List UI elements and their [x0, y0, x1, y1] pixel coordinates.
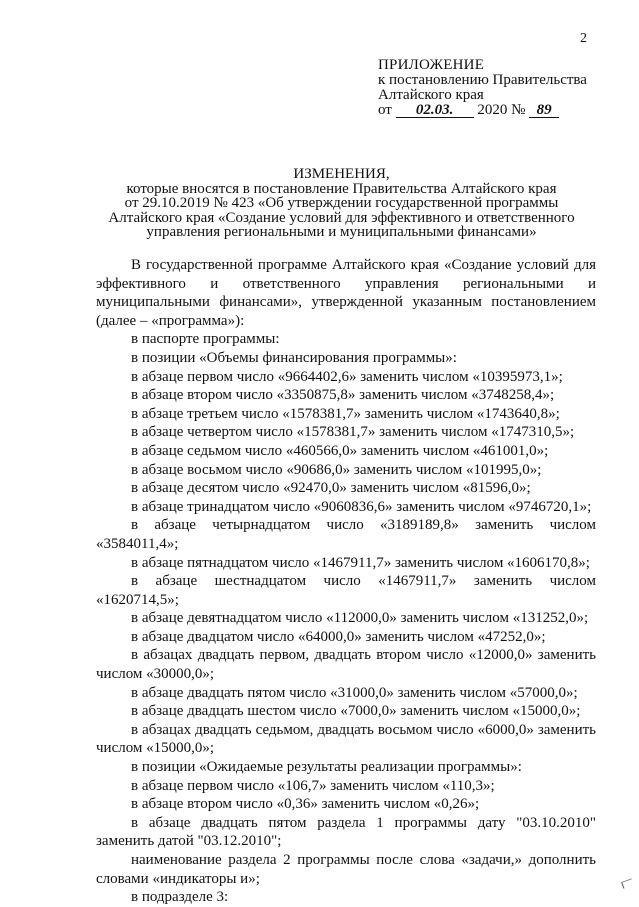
paragraph: в абзаце четырнадцатом число «3189189,8» заменить числом «3584011,4»; — [96, 517, 596, 552]
paragraph: в абзаце четвертом число «1578381,7» заменить числом «1747310,5»; — [131, 424, 575, 441]
paragraph: в абзаце седьмом число «460566,0» заменить числом «461001,0»; — [131, 442, 549, 459]
paragraph: в абзаце тринадцатом число «9060836,6» заменить числом «9746720,1»; — [131, 498, 592, 515]
appendix-line-1: к постановлению Правительства — [378, 72, 587, 88]
paragraph: в абзацах двадцать первом, двадцать втором число «12000,0» заменить числом «30000,0»; — [96, 647, 596, 683]
appendix-from-label: от — [378, 102, 392, 118]
title-line-3: Алтайского края «Создание условий для эффективного и ответственного — [108, 209, 575, 226]
paragraph: наименование раздела 2 программы после слова «задачи,» дополнить словами «индикаторы и»; — [96, 852, 596, 887]
page-number: 2 — [580, 31, 587, 46]
paragraph: в абзаце девятнадцатом число «112000,0» заменить числом «131252,0»; — [131, 610, 589, 627]
appendix-line-2: Алтайского края — [378, 87, 484, 103]
title-main: ИЗМЕНЕНИЯ, — [293, 166, 390, 182]
paragraph: в абзаце двадцать шестом число «7000,0» заменить числом «15000,0»; — [131, 703, 581, 720]
paragraph: в абзаце третьем число «1578381,7» заменить числом «1743640,8»; — [131, 405, 560, 422]
title-line-1: которые вносятся в постановление Правительства Алтайского края — [126, 180, 557, 197]
appendix-date-value: 02.03. — [396, 103, 474, 118]
appendix-heading: ПРИЛОЖЕНИЕ — [378, 57, 485, 73]
paragraph: в абзаце втором число «0,36» заменить числом «0,26»; — [131, 796, 480, 813]
scan-mark — [621, 878, 634, 888]
paragraph: в абзаце первом число «9664402,6» заменить числом «10395973,1»; — [131, 368, 563, 385]
paragraph: в абзаце двадцать пятом раздела 1 программы дату "03.10.2010" заменить датой "03.12.2010"; — [96, 814, 596, 850]
paragraph: в позиции «Объемы финансирования программы»: — [131, 349, 457, 366]
paragraph: в позиции «Ожидаемые результаты реализации программы»: — [131, 759, 522, 776]
appendix-year-label: 2020 № — [477, 102, 526, 118]
appendix-block — [378, 58, 587, 118]
paragraph: в абзаце пятнадцатом число «1467911,7» заменить числом «1606170,8»; — [131, 554, 590, 571]
paragraph: в абзаце восьмом число «90686,0» заменить числом «101995,0»; — [131, 461, 542, 478]
paragraph: в абзаце десятом число «92470,0» заменить числом «81596,0»; — [131, 480, 531, 497]
paragraph: В государственной программе Алтайского края «Создание условий для эффективного и ответственного управления региональными и муниципальными финансами», утвержденной указанным постановлением (далее – «программа»): — [96, 257, 596, 329]
title-line-2: от 29.10.2019 № 423 «Об утверждении государственной программы — [124, 195, 559, 211]
paragraph: в подразделе 3: — [131, 889, 229, 906]
paragraph: в абзаце втором число «3350875,8» заменить числом «3748258,4»; — [131, 387, 555, 404]
appendix-date-line — [378, 103, 587, 118]
paragraph: в абзаце шестнадцатом число «1467911,7» заменить числом «1620714,5»; — [96, 573, 596, 608]
document-title — [0, 167, 639, 240]
document-body — [96, 256, 596, 907]
title-line-4: управления региональными и муниципальными финансами» — [146, 224, 537, 240]
paragraph: в абзацах двадцать седьмом, двадцать восьмом число «6000,0» заменить числом «15000,0»; — [96, 721, 596, 757]
appendix-number-value: 89 — [529, 103, 559, 118]
paragraph: в паспорте программы: — [131, 331, 280, 348]
paragraph: в абзаце двадцать пятом число «31000,0» заменить числом «57000,0»; — [131, 684, 578, 701]
paragraph: в абзаце двадцатом число «64000,0» заменить числом «47252,0»; — [131, 628, 546, 645]
paragraph: в абзаце первом число «106,7» заменить числом «110,3»; — [131, 777, 495, 794]
